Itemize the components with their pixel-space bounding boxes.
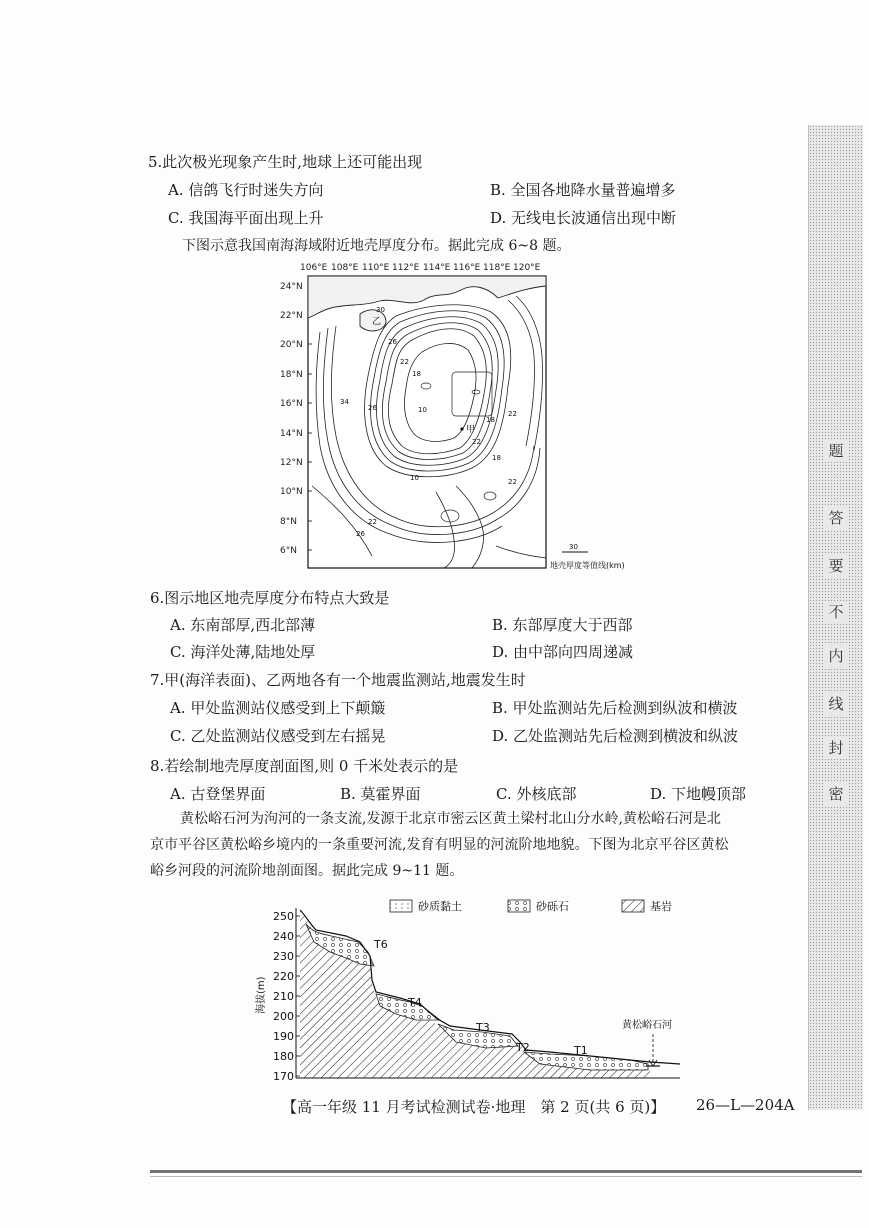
- strip-char: 要: [823, 555, 849, 577]
- question-6-stem: 6.图示地区地壳厚度分布特点大致是: [150, 589, 390, 607]
- svg-text:22: 22: [508, 478, 517, 486]
- legend-bedrock-swatch: [622, 900, 644, 912]
- svg-text:180: 180: [273, 1050, 294, 1063]
- y-axis-label: 海拔(m): [256, 976, 267, 1014]
- passage-9-11-line-1: 黄松峪石河为泃河的一条支流,发源于北京市密云区黄土梁村北山分水岭,黄松峪石河是北: [180, 811, 721, 827]
- svg-text:10: 10: [410, 474, 419, 482]
- lat-label: 22°N: [280, 311, 303, 321]
- svg-text:220: 220: [273, 970, 294, 983]
- strip-char: 密: [823, 783, 849, 805]
- svg-text:18: 18: [412, 370, 421, 378]
- question-5-option-a: A. 信鸽飞行时迷失方向: [168, 181, 324, 199]
- lon-label: 120°E: [513, 263, 541, 273]
- strip-char: 线: [823, 693, 849, 715]
- question-7-option-c: C. 乙处监测站仪感受到左右摇晃: [170, 727, 386, 745]
- legend-bedrock-label: 基岩: [650, 900, 672, 913]
- svg-text:22: 22: [472, 438, 481, 446]
- svg-text:250: 250: [273, 910, 294, 923]
- lon-label: 110°E: [362, 263, 390, 273]
- intro-6-8: 下图示意我国南海海域附近地壳厚度分布。据此完成 6~8 题。: [182, 238, 571, 254]
- crust-thickness-map: [276, 256, 656, 576]
- strip-char: 不: [823, 601, 849, 623]
- question-5-option-c: C. 我国海平面出现上升: [168, 209, 324, 227]
- lon-label: 112°E: [392, 263, 420, 273]
- lon-label: 118°E: [483, 263, 511, 273]
- lon-label: 108°E: [331, 263, 359, 273]
- terrace-label: T6: [374, 938, 388, 951]
- strip-char: 内: [823, 645, 849, 667]
- svg-text:22: 22: [368, 518, 377, 526]
- svg-text:10: 10: [418, 406, 427, 414]
- svg-text:30: 30: [376, 306, 385, 314]
- scan-shadow-line: [150, 1176, 862, 1177]
- terrace-label: T2: [516, 1041, 530, 1054]
- question-8-option-a: A. 古登堡界面: [170, 785, 266, 803]
- strip-char: 封: [823, 737, 849, 759]
- lon-label: 114°E: [423, 263, 451, 273]
- lat-label: 18°N: [280, 370, 303, 380]
- legend-clay-label: 砂质黏土: [418, 900, 462, 913]
- terrace-label: T3: [476, 1021, 490, 1034]
- terrace-label: T4: [408, 996, 422, 1009]
- lat-label: 16°N: [280, 399, 303, 409]
- svg-text:230: 230: [273, 950, 294, 963]
- terrace-label: T1: [574, 1044, 588, 1057]
- question-5-option-b: B. 全国各地降水量普遍增多: [490, 181, 676, 199]
- strip-char: 答: [823, 507, 849, 529]
- question-7-option-d: D. 乙处监测站先后检测到横波和纵波: [492, 727, 739, 745]
- question-8-option-b: B. 莫霍界面: [340, 785, 421, 803]
- svg-text:26: 26: [368, 404, 377, 412]
- question-6-option-b: B. 东部厚度大于西部: [492, 616, 633, 634]
- lat-label: 14°N: [280, 429, 303, 439]
- lat-label: 24°N: [280, 282, 303, 292]
- question-8-option-c: C. 外核底部: [496, 785, 577, 803]
- svg-text:190: 190: [273, 1030, 294, 1043]
- question-8-stem: 8.若绘制地壳厚度剖面图,则 0 千米处表示的是: [150, 757, 459, 775]
- binding-strip: [808, 125, 863, 1110]
- passage-9-11-line-3: 峪乡河段的河流阶地剖面图。据此完成 9~11 题。: [150, 863, 464, 879]
- svg-text:26: 26: [388, 338, 397, 346]
- question-7-stem: 7.甲(海洋表面)、乙两地各有一个地震监测站,地震发生时: [150, 671, 526, 689]
- footer-page-info: 【高一年级 11 月考试检测试卷·地理 第 2 页(共 6 页)】: [282, 1098, 666, 1116]
- point-yi-label: 乙: [372, 317, 382, 327]
- passage-9-11-line-2: 京市平谷区黄松峪乡境内的一条重要河流,发育有明显的河流阶地地貌。下图为北京平谷区黄松: [150, 837, 729, 853]
- lat-label: 8°N: [280, 517, 297, 527]
- legend-gravel-label: 砂砾石: [536, 900, 569, 913]
- lat-label: 20°N: [280, 340, 303, 350]
- point-jia-label: 甲: [466, 425, 476, 435]
- lat-label: 10°N: [280, 487, 303, 497]
- legend-gravel-swatch: [508, 900, 530, 912]
- question-7-option-b: B. 甲处监测站先后检测到纵波和横波: [492, 699, 738, 717]
- svg-text:170: 170: [273, 1070, 294, 1083]
- scan-shadow-line: [150, 1170, 862, 1173]
- question-6-option-d: D. 由中部向四周递减: [492, 643, 634, 661]
- svg-text:200: 200: [273, 1010, 294, 1023]
- question-7-option-a: A. 甲处监测站仪感受到上下颠簸: [170, 699, 386, 717]
- legend-clay-swatch: [390, 900, 412, 912]
- footer-code: 26—L—204A: [696, 1096, 795, 1114]
- question-6-option-a: A. 东南部厚,西北部薄: [170, 616, 316, 634]
- question-5-stem: 5.此次极光现象产生时,地球上还可能出现: [148, 153, 423, 171]
- question-6-option-c: C. 海洋处薄,陆地处厚: [170, 643, 316, 661]
- strip-char: 题: [823, 440, 849, 462]
- question-8-option-d: D. 下地幔顶部: [650, 785, 747, 803]
- question-5-option-d: D. 无线电长波通信出现中断: [490, 209, 677, 227]
- legend-sample-value: 30: [569, 543, 578, 551]
- legend-text: 地壳厚度等值线(km): [550, 561, 625, 570]
- svg-text:18: 18: [492, 454, 501, 462]
- lon-label: 106°E: [300, 263, 328, 273]
- lat-label: 12°N: [280, 458, 303, 468]
- bedrock-layer: [300, 910, 650, 1078]
- svg-text:26: 26: [356, 530, 365, 538]
- svg-text:240: 240: [273, 930, 294, 943]
- river-terrace-profile: [250, 894, 690, 1092]
- svg-text:34: 34: [340, 398, 349, 406]
- svg-text:18: 18: [486, 416, 495, 424]
- river-label: 黄松峪石河: [622, 1020, 672, 1031]
- lon-label: 116°E: [453, 263, 481, 273]
- svg-text:210: 210: [273, 990, 294, 1003]
- lat-label: 6°N: [280, 546, 297, 556]
- svg-text:22: 22: [508, 410, 517, 418]
- svg-text:22: 22: [400, 358, 409, 366]
